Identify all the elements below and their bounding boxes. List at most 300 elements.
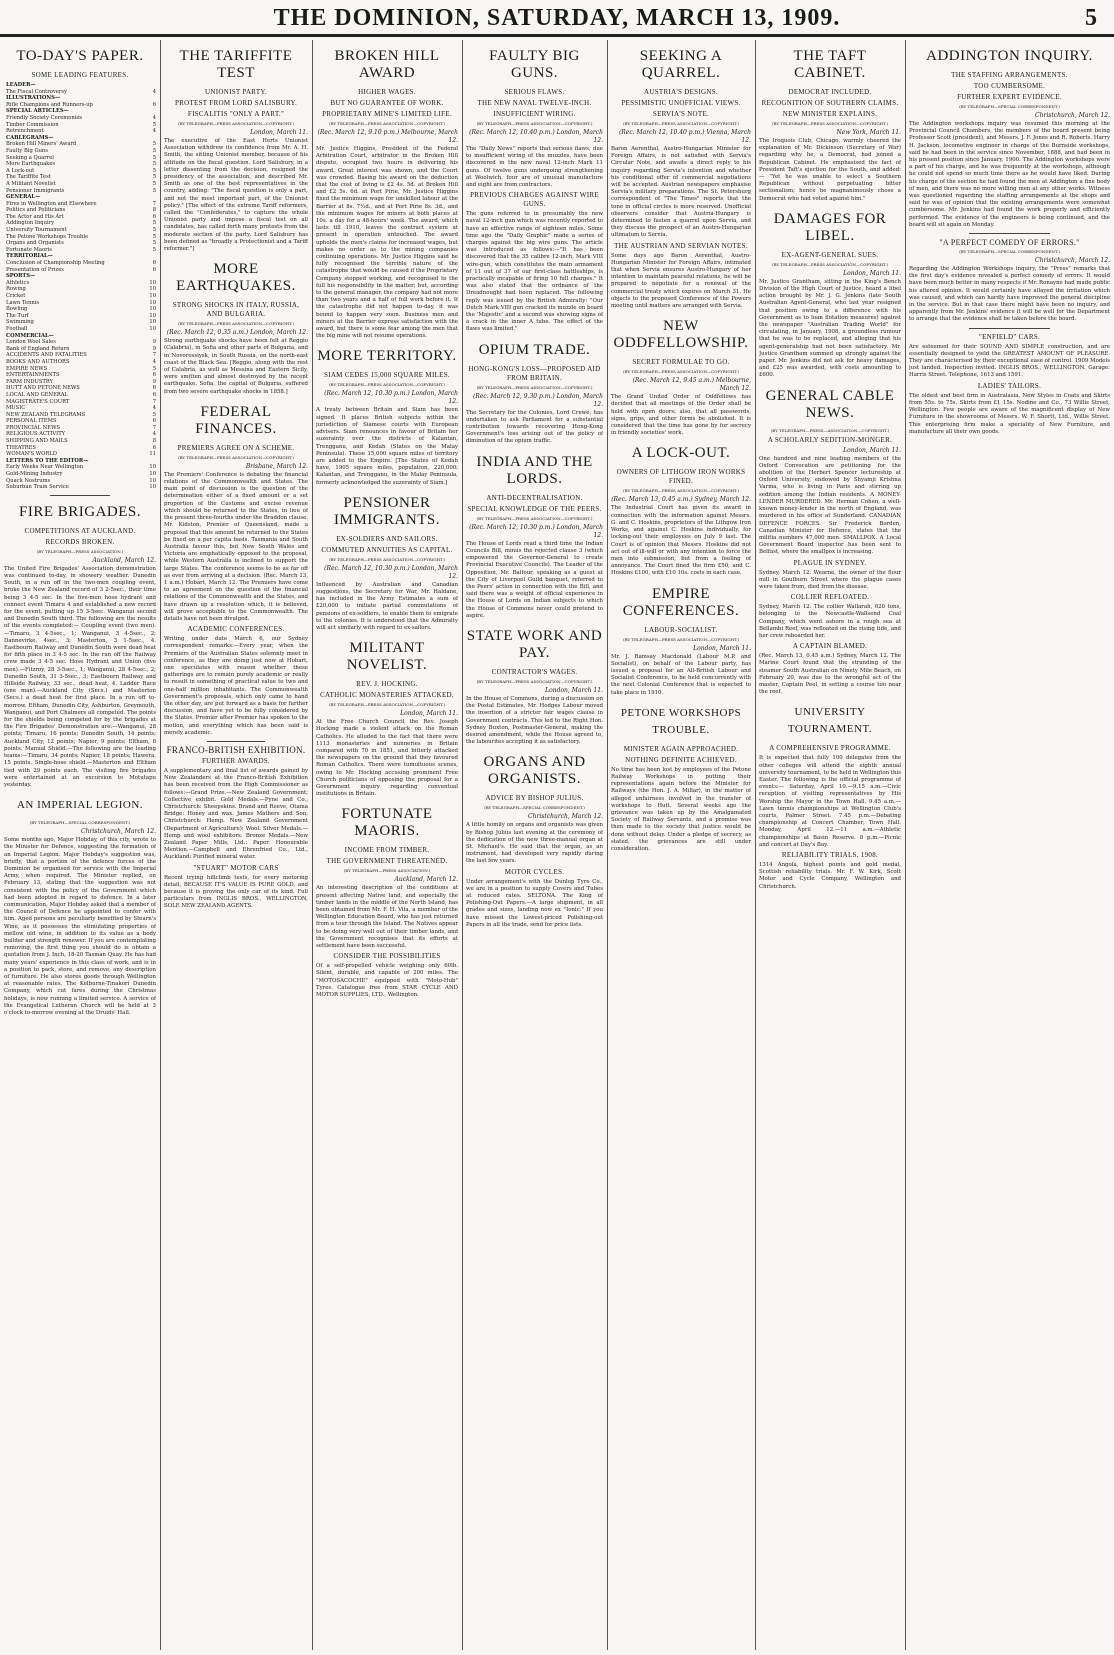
contents-page: 10 <box>149 484 156 491</box>
contents-label: Early Weeks Near Wellington <box>6 464 84 471</box>
contents-label: Quack Nostrums <box>6 477 51 484</box>
territory-credit: (BY TELEGRAPH—PRESS ASSOCIATION—COPYRIGHT.) <box>329 382 445 388</box>
contents-label: LOCAL AND GENERAL <box>6 391 68 398</box>
contents-item <box>6 207 156 214</box>
cable-dateline: London, March 11. <box>843 446 901 454</box>
contents-page: 5 <box>152 233 156 240</box>
contents-page: 5 <box>152 174 156 181</box>
pensioner-credit: (BY TELEGRAPH—PRESS ASSOCIATION—COPYRIGHT.) <box>329 556 445 562</box>
captain-heading: A CAPTAIN BLAMED. <box>792 642 868 651</box>
contents-page: 10 <box>149 464 156 471</box>
collier-heading: COLLIER REFLOATED. <box>790 593 870 602</box>
organs-sub: ADVICE BY BISHOP JULIUS. <box>485 794 584 803</box>
contents-item <box>6 359 156 366</box>
contents-page: 6 <box>152 391 156 398</box>
contents-label: LEADER— <box>6 82 36 88</box>
contents-item <box>6 478 156 485</box>
contents-page: 6 <box>152 385 156 392</box>
contents-label: Lawn Tennis <box>6 299 40 306</box>
territory-dateline: (Rec. March 12, 10.30 p.m.) London, March 12. <box>324 390 458 406</box>
earthquakes-credit: (BY TELEGRAPH—PRESS ASSOCIATION—COPYRIGHT.) <box>178 321 294 327</box>
contents-page: 5 <box>152 187 156 194</box>
legion-body: Some months ago, Major Hobday, of this city, wrote to the Minister for Defence, suggesting the formation of an Imperial Legion. Major Hobday's suggestion was, briefly, that a portion of the defence forces of the Dominion be organised for service with the Imperial Army, when required. The Minister replied, on February 13, stating that the suggestion was not consistent with the policy of the Government which had been adopted in regard to defence. In a later communication, Major Hobday asked that a member of the Council of Defence be appointed to confer with him. Aged persons are peculiarly benefited by Stearn's Wine, as it possesses the stimulating properties of mellow old wine, in addition to its value as a body builder and strength renewer. If you are contemplating removing, the first thing you should do is obtain a quotation from J. Inch, 18-20 Tasman Quay. He has had many years' experience in this class of work, and is in a position to pack, store, and remove, any description of furniture. He also stores goods through Wellington at reasonable rates. The Kelburne-Tinakori Dunedin Company, which cut fares during the Christmas holidays, is now running a limited service. A service of the Evangelical Lutheran Church will be held at 3 o'clock to-morrow evening at the Druids' Hall. <box>4 837 156 1016</box>
contents-page <box>148 82 156 89</box>
contents-label: BOOKS AND AUTHORS <box>6 358 70 365</box>
petone-body: No time has been lost by employees of the Petone Railway Workshops in putting their representations again before the Minister for Railways (the Hon. J. A. Millar), in the matter of alleged unfairness involved in the transfer of workshops to Hutt. Several weeks ago the grievance was taken up by the Amalgamated Society of Railway Servants, and a promise was then made to the society that justice would be done without delay. Under a pledge of secrecy, as stated, the grievances are still under consideration. <box>611 766 751 852</box>
addington-sub2: TOO CUMBERSOME. <box>973 82 1046 90</box>
contents-page: 6 <box>152 213 156 220</box>
contents-page <box>148 253 156 260</box>
comedy-credit: (BY TELEGRAPH—SPECIAL CORRESPONDENT.) <box>959 249 1060 255</box>
pensioner-sub: EX-SOLDIERS AND SAILORS. <box>336 534 438 543</box>
contents-item <box>6 188 156 195</box>
contents-label: FARM INDUSTRY <box>6 378 54 385</box>
contents-page: 10 <box>149 299 156 306</box>
contents-page: 5 <box>152 154 156 161</box>
tariffite-sub3: FISCALITIS "ONLY A PART." <box>187 110 285 118</box>
novelist-sub2: CATHOLIC MONASTERIES ATTACKED. <box>320 691 454 700</box>
taft-dateline: New York, March 11. <box>836 129 901 136</box>
opium-body: The Secretary for the Colonies, Lord Crewe, has undertaken to ask Parliament for a substantial contribution towards recovering Hong-Kong Government's loss arising out of the policy of diminution of the opium traffic. <box>466 409 603 445</box>
page-number: 5 <box>1085 5 1098 31</box>
contents-item <box>6 89 156 96</box>
academic-heading: ACADEMIC CONFERENCES. <box>187 625 285 634</box>
contents-label: The Actor and His Art <box>6 213 64 220</box>
contents-page: 4 <box>152 128 156 135</box>
contents-page: 5 <box>152 411 156 418</box>
lockout-heading: A LOCK-OUT. <box>631 445 731 462</box>
ladies-tailors-heading: LADIES' TAILORS. <box>977 381 1042 390</box>
contents-label: The Fiscal Controversy <box>6 88 67 95</box>
quarrel-sub2: PESSIMISTIC UNOFFICIAL VIEWS. <box>621 99 741 107</box>
academic-body: Writing under date March 6, our Sydney correspondent remarks:—Every year, when the Premiers of the Australian States solemnly meet in conference, as they are doing just now at Hobart, one speculates with reason whether these gatherings are to remain purely academic or really to result in something of practical value to two and one-half million inhabitants. The Commonwealth Government's proposals, which only came to hand the other day, are put forward as a basis for further discussion, and have yet to be fully considered by the States. Premier after Premier has spoken to the motion, and everything which has been said is merely academic. <box>164 636 308 736</box>
contents-label: Timber Commission <box>6 121 59 128</box>
novelist-body: At the Free Church Council the Rev. Joseph Hocking made a violent attack on the Roman Catholics. He alluded to the fact that there were 1113 monasteries and nunneries in Britain compared with 70 in 1851, and bitterly attacked the newspapers on the ground that they favoured Roman Catholics. There were tumultuous scenes, owing to Mr. Hocking accusing prominent Free Church politicians of opposing the proposal for a Government inquiry regarding conventual institutions in Britain. <box>316 719 458 798</box>
cable-body: One hundred and nine leading members of the Oxford Convocation are petitioning for the abolition of the Herbert Spencer lectureship at Oxford University, endowed by Shyamji Krishna Varma, who is living in Paris and stirring up sedition among the Indian residents. A MONEY-LENDER MURDERED. Mr. Herman Cohen, a well-known money-lender in the north of England, was murdered in his office at Sunderland. CANADIAN DEFENCE FORCES. Sir Frederick Borden, Canadian Minister for Defence, states that the militia numbers 47,000 men. SMALLPOX. A Local Government Board inspector has been sent to Belfast, where the smallpox is increasing. <box>759 455 901 556</box>
contents-label: THEATRES <box>6 444 36 451</box>
contents-item <box>6 445 156 452</box>
federal-credit: (BY TELEGRAPH—PRESS ASSOCIATION—COPYRIGHT.) <box>178 454 294 460</box>
pensioner-sub2: COMMUTED ANNUITIES AS CAPITAL. <box>321 545 453 554</box>
india-dateline: (Rec. March 12, 10.30 p.m.) London, March 12. <box>469 523 603 539</box>
stuart-heading: "STUART" MOTOR CARS <box>193 863 279 872</box>
contents-label: The Petone Workshops Trouble <box>6 233 89 240</box>
federal-heading: FEDERAL FINANCES. <box>195 403 277 437</box>
tariffite-dateline: London, March 11. <box>250 129 308 136</box>
contents-label: The Tariffite Test <box>6 174 51 181</box>
contents-item <box>6 201 156 208</box>
reliability-body: 1314 Angola, highest points and gold medal, Scottish reliability trials. Mr. F. W. Kirk, Scott Motor and Cycle Company, Wellington and Christchurch. <box>759 862 901 890</box>
contents-item <box>6 313 156 320</box>
contents-page: 10 <box>149 477 156 484</box>
contents-page <box>148 333 156 340</box>
contents-page <box>148 108 156 115</box>
contents-label: London Wool Sales <box>6 339 56 346</box>
imperial-legion-heading: AN IMPERIAL LEGION. <box>16 799 144 812</box>
novelist-dateline: London, March 11. <box>400 710 458 718</box>
contents-item <box>6 214 156 221</box>
captain-body: (Rec. March 13, 0.45 a.m.) Sydney, March 12. The Marine Court found that the stranding of the steamer South Australian on Ninety Mile Beach, on February 20, was due to the wrongful act of the master, Captain Peel, in setting a course too near the reef. <box>759 653 901 696</box>
oddfellowship-credit: (BY TELEGRAPH—PRESS ASSOCIATION—COPYRIGHT.) <box>623 369 739 375</box>
contents-item <box>6 464 156 471</box>
contents-label: ILLUSTRATIONS— <box>6 95 61 102</box>
contents-item <box>6 484 156 491</box>
quarrel-credit: (BY TELEGRAPH—PRESS ASSOCIATION—COPYRIGHT.) <box>623 121 739 126</box>
contents-item <box>6 471 156 478</box>
big-guns-sub: SERIOUS FLAWS. <box>504 88 565 96</box>
contents-page <box>148 135 156 142</box>
enfield-body: Are esteemed for their SOUND AND SIMPLE construction, and are essentially designed to yield the GREATEST AMOUNT OF PLEASURE. They are characterised by their exceptional ease of control. 1909 Models just landed. Inspection invited. INGLIS BROS., WELLINGTON. Garage: Harris Street. Telephone, 1613 and 1591. <box>909 343 1110 379</box>
libel-body: Mr. Justice Grantham, sitting in the King's Bench Division of the High Court of Justice, heard a libel action brought by Mr. J. G. Jenkins (late South Australian Agent-General, who last year resigned that position owing to a difference with his Government as to loan flotation measures) against the newspaper "Australian Trading World" for circulating, in January, 1908, a groundless rumour that he was to be replaced, and alleging that his agent-generalship had not been satisfactory. Mr. Justice Grantham summed up strongly against the paper. Mr. Jenkins did not ask for heavy damages, and £25 was awarded, with costs amounting to £600. <box>759 278 901 379</box>
university-heading: UNIVERSITY TOURNAMENT. <box>787 706 873 736</box>
contents-page: 11 <box>149 451 156 458</box>
lockout-sub: OWNERS OF LITHGOW IRON WORKS FINED. <box>616 468 746 486</box>
contents-item <box>6 260 156 267</box>
organs-dateline: Christchurch, March 12. <box>528 813 603 821</box>
contents-item <box>6 155 156 162</box>
taft-sub2: RECOGNITION OF SOUTHERN CLAIMS. <box>761 99 899 107</box>
contents-item <box>6 135 156 142</box>
libel-credit: (BY TELEGRAPH—PRESS ASSOCIATION—COPYRIGHT.) <box>772 261 888 267</box>
earthquakes-sub: STRONG SHOCKS IN ITALY, RUSSIA, AND BULGARIA. <box>172 301 300 319</box>
contents-page: 4 <box>152 88 156 95</box>
fire-dateline: Auckland, March 12. <box>92 556 156 564</box>
contents-page: 4 <box>152 358 156 365</box>
india-sub: ANTI-DECENTRALISATION. <box>486 493 583 502</box>
contents-page <box>148 273 156 280</box>
india-body: The House of Lords read a third time the Indian Councils Bill, minus the rejected clause 3 (which empowered the Governor-General to create Provincial Executive Councils). The Leader of the Opposition, Mr. Balfour, speaking as a guest at the City of Liverpool Guild banquet, referred to the Peers' action in connection with the Bill, and said there was a weight of official experience in the House of Lords on Indian subjects to which the House of Commons never could pretend to aspire. <box>466 540 603 619</box>
contents-label: NEW ZEALAND TELEGRAMS <box>6 411 86 418</box>
contents-label: Seeking a Quarrel <box>6 154 54 161</box>
contents-item <box>6 339 156 346</box>
contents-page <box>148 194 156 201</box>
contents-label: SPECIAL ARTICLES— <box>6 108 69 115</box>
contents-page: 10 <box>149 312 156 319</box>
stuart-body: Recent trying hillclimb tests, for every motoring detail, BECAUSE IT'S VALUE IS PURE GOLD, and because it is proving the only car of its kind. Full particulars from INGLIS BROS., WELLINGTON, SOLE NEW ZEALAND AGENTS. <box>164 874 308 910</box>
contents-page: 9 <box>152 378 156 385</box>
contents-item <box>6 366 156 373</box>
contents-item <box>6 141 156 148</box>
oddfellowship-sub: SECRET FORMULAE TO GO. <box>632 358 730 367</box>
contents-label: Suburban Train Service <box>6 484 69 491</box>
contents-label: Organs and Organists <box>6 240 64 247</box>
column-7 <box>909 40 1110 1650</box>
opium-credit: (BY TELEGRAPH—PRESS ASSOCIATION—COPYRIGHT.) <box>476 384 593 390</box>
libel-dateline: London, March 11. <box>843 269 901 277</box>
franco-body: A supplementary and final list of awards gained by New Zealanders at the Franco-British Exhibition has been received from the High Commissioner as follows:—Grand Prize.—New Zealand Government; Collective exhibit. Gold Medals.—Pyne and Co., Christchurch: Sheepskins. Brand and Reeve, Otama Bridge: Honey and wax. James Mathers and Son, Christchurch: Hemp. New Zealand Government (Department of Agriculture): Wool. Silver Medals.—Hemp and wool exhibitors. Bronze Medals.—New Zealand Paper Mills, Ltd.: Paper. Honourable Mention.—Campbell and Ehrenfried Co., Ltd., Auckland: Purified mineral water. <box>164 767 308 861</box>
contents-page: 9 <box>152 345 156 352</box>
contents-item <box>6 286 156 293</box>
novelist-sub: REV. J. HOCKING. <box>356 680 418 689</box>
divider <box>969 233 1049 234</box>
cable-heading: GENERAL CABLE NEWS. <box>765 387 895 421</box>
contents-item <box>6 319 156 326</box>
contents-label: Rifle Champions and Runners-up <box>6 101 93 108</box>
contents-item <box>6 128 156 135</box>
contents-page: 8 <box>152 207 156 214</box>
federal-dateline: Brisbane, March 12. <box>245 462 308 470</box>
reliability-heading: RELIABILITY TRIALS, 1908. <box>781 851 879 859</box>
leading-features-subheading: SOME LEADING FEATURES. <box>31 71 129 79</box>
state-work-dateline: London, March 11. <box>545 686 603 694</box>
contents-list <box>4 82 156 491</box>
oddfellowship-dateline: (Rec. March 12, 9.45 a.m.) Melbourne, March 12. <box>632 377 751 393</box>
contents-page: 7 <box>152 424 156 431</box>
contents-page: 5 <box>152 161 156 168</box>
column-rule <box>160 40 161 1650</box>
taft-sub: DEMOCRAT INCLUDED. <box>788 88 872 96</box>
contents-item <box>6 385 156 392</box>
previous-charges-body: The guns referred to in presumably the new naval 12-inch gun which was recently reported to have an effective range of eighteen miles. Some time ago the "Daily Graphic" made a series of charges against the big wire guns. The article was introduced as follows:—"It has been discovered that the 35 calibre 12-inch, Mark VIII wire-gun, which constitutes the main armament of 11 out of 37 of our first-class battleships, is practically incapable of firing 10 full charges." It was also stated that the ordnance of the Dreadnought had been replaced. The following reply was issued by the British Admiralty: "Our Dutch Mark VIII gun cracked its muzzle on board the 'Majestic' and a second was showing signs of a crack in the inner A tube. The effect of the flaws was limited." <box>466 211 603 333</box>
column-1 <box>4 40 156 1650</box>
comedy-dateline: Christchurch, March 12. <box>1035 257 1110 265</box>
contents-page: 5 <box>152 180 156 187</box>
organs-credit: (BY TELEGRAPH—SPECIAL CORRESPONDENT.) <box>484 805 585 811</box>
contents-page: 6 <box>152 444 156 451</box>
novelist-heading: MILITANT NOVELIST. <box>346 640 428 674</box>
column-rule <box>462 40 463 1650</box>
contents-page: 5 <box>152 147 156 154</box>
divider <box>207 741 265 742</box>
big-guns-heading: FAULTY BIG GUNS. <box>489 48 580 81</box>
contents-item <box>6 418 156 425</box>
consider-body: Of a self-propelled vehicle weighing only 60lb. Silent, durable, and capable of 200 miles. The "MOTOSACOCHE" equipped with "Moto-Hub" Tyres. Catalogue free from STAR CYCLE AND MOTOR SUPPLIES, LTD., Wellington. <box>316 963 458 999</box>
contents-item <box>6 82 156 89</box>
contents-page: 10 <box>149 325 156 332</box>
contents-label: HUTT AND PETONE NEWS <box>6 385 80 392</box>
contents-item <box>6 240 156 247</box>
contents-item <box>6 333 156 340</box>
contents-page: 5 <box>152 141 156 148</box>
pensioner-body: Influenced by Australian and Canadian suggestions, the Secretary for War, Mr. Haldane, has included in the Army Estimates a sum of £20,000 to initiate partial commutations of pensions of ex-soldiers, to enable them to emigrate to the colonies. It is understood that the Admiralty will act similarly with regard to ex-sailors. <box>316 581 458 631</box>
earthquakes-body: Strong earthquake shocks have been felt at Reggio (Calabria), in Sofia and other parts of Bulgaria, and in Novorossiysk, in South Russia, on the north-east coast of the Black Sea. [Reggio, along with the rest of Calabria, as well as Messina and Eastern Sicily, were smitten and almost destroyed by the recent earthquake. Sofia, the capital of Bulgaria, suffered from two severe earthquake shocks in 1858.] <box>164 338 308 395</box>
tariffite-body: The executive of the East Herts Unionist Association withdrew its confidence from Mr. A. H. Smith, the sitting Unionist member, because of his attitude on the fiscal question. Lord Salisbury, in a letter dissenting from the decision, resigned the presidency of the association, and described Mr. Smith as one of the best representatives in the country, adding: "The fiscal question is only a part, and not the most important part, of the Unionist policy." [The effect of the extreme Tariff reformers, called the "Confederates," to capture the whole Unionist party and impose a fiscal test on all candidates, has called forth many protests from the moderate section of the party. Lord Salisbury has been defined as "broadly a Protectionist and a Tariff reformer."] <box>164 138 308 253</box>
libel-heading: DAMAGES FOR LIBEL. <box>773 210 887 244</box>
opium-sub: HONG-KONG'S LOSS—PROPOSED AID FROM BRITAIN. <box>468 364 601 382</box>
pensioner-dateline: (Rec. March 12, 10.30 p.m.) London, March 12. <box>324 564 458 580</box>
contents-item <box>6 300 156 307</box>
tariffite-heading: THE TARIFFITE TEST <box>179 48 293 81</box>
cable-credit: (BY TELEGRAPH—PRESS—ASSOCIATION—COPYRIGHT.) <box>770 427 890 433</box>
empire-sub: LABOUR-SOCIALIST. <box>644 625 718 634</box>
contents-page: 10 <box>149 279 156 286</box>
contents-label: COMMERCIAL— <box>6 332 54 339</box>
novelist-credit: (BY TELEGRAPH—PRESS ASSOCIATION—COPYRIGHT.) <box>329 702 445 708</box>
todays-paper-heading: TO-DAY'S PAPER. <box>16 48 144 64</box>
masthead-rule <box>0 34 1114 37</box>
libel-sub: EX-AGENT-GENERAL SUES. <box>781 250 879 259</box>
contents-item <box>6 115 156 122</box>
contents-item <box>6 405 156 412</box>
contents-label: Bowling <box>6 306 28 313</box>
addington-dateline: Christchurch, March 12. <box>1035 112 1110 119</box>
divider <box>50 495 111 496</box>
contents-page: 9 <box>152 339 156 346</box>
column-4 <box>466 40 603 1650</box>
contents-label: Athletics <box>6 279 30 286</box>
contents-page <box>148 458 156 465</box>
contents-page: 6 <box>152 418 156 425</box>
contents-page: 10 <box>149 286 156 293</box>
contents-item <box>6 431 156 438</box>
franco-heading: FRANCO-BRITISH EXHIBITION. <box>166 744 306 755</box>
big-guns-sub2: THE NEW NAVAL TWELVE-INCH. <box>477 99 592 107</box>
lockout-credit: (BY TELEGRAPH—PRESS ASSOCIATION—COPYRIGHT.) <box>623 488 739 494</box>
column-6 <box>759 40 901 1650</box>
india-credit: (BY TELEGRAPH—PRESS ASSOCIATION—COPYRIGHT.) <box>476 515 593 521</box>
contents-label: Conclusion of Championship Meeting <box>6 260 105 267</box>
masthead-title: THE DOMINION, SATURDAY, MARCH 13, 1909. <box>273 5 841 31</box>
contents-label: MAGISTRATE'S COURT <box>6 398 70 405</box>
contents-item <box>6 247 156 254</box>
quarrel-sub3: SERVIA'S NOTE. <box>652 110 710 118</box>
comedy-body: Regarding the Addington Workshops inquiry, the "Press" remarks that the first day's evidence revealed a perfect comedy of errors. It would have been much better in many respects if Mr. Ronayne had made public his altered opinion. It would certainly have allayed the irritation which was caused, and which can hardly have improved the general discipline in the service. But in that case there might have been no inquiry, and apparently from Mr. Jenkins' evidence it will be well for the Department to arrange that the evidence shall be taken before the board. <box>909 266 1110 323</box>
contents-label: University Tournament <box>6 227 67 234</box>
maoris-dateline: Auckland, March 12. <box>394 876 458 884</box>
contents-page: 7 <box>152 200 156 207</box>
contents-item <box>6 102 156 109</box>
maoris-credit: (BY TELEGRAPH—PRESS ASSOCIATION.) <box>343 868 431 874</box>
quarrel-body: Baron Aerenthal, Austro-Hungarian Minister for Foreign Affairs, is not satisfied with Servia's Circular Note, and awaits a direct reply to his inquiry regarding Servia's intention and whether his conditional offer of commercial negotiations will be accepted. Austrian newspapers emphasise Servia's military preparations. The St. Petersburg correspondent of "The Times" reports that the tone in official circles is more reserved. Unofficial observers consider that Austria-Hungary is determined to fasten a quarrel upon Servia, and they discuss the prospect of an Austro-Hungarian ultimatum to Servia. <box>611 146 751 239</box>
contents-page: 10 <box>149 293 156 299</box>
fire-credit: (BY TELEGRAPH—PRESS ASSOCIATION.) <box>36 548 124 554</box>
column-3 <box>316 40 458 1650</box>
contents-item <box>6 412 156 419</box>
fire-subheading-2: RECORDS BROKEN. <box>45 537 115 546</box>
contents-label: A Lock-out <box>6 167 35 174</box>
contents-item <box>6 392 156 399</box>
contents-label: MUSIC <box>6 405 26 412</box>
contents-item <box>6 148 156 155</box>
motor-cycles-heading: MOTOR CYCLES. <box>504 867 565 876</box>
contents-item <box>6 168 156 175</box>
contents-label: Gold-Mining Industry <box>6 471 63 478</box>
contents-item <box>6 267 156 274</box>
column-rule <box>312 40 313 1650</box>
broken-hill-credit: (BY TELEGRAPH—PRESS ASSOCIATION—COPYRIGHT.) <box>329 121 445 126</box>
previous-charges-heading: PREVIOUS CHARGES AGAINST WIRE GUNS. <box>470 191 599 209</box>
opium-heading: OPIUM TRADE. <box>478 341 591 358</box>
contents-item <box>6 346 156 353</box>
contents-page <box>148 95 156 102</box>
contents-page: 5 <box>152 167 156 174</box>
motor-cycles-body: Under arrangement's with the Dunlop Tyre Co., we are in a position to supply Covers and Tubes at reduced rates. SELTONA. The King of Polishing-Out Papers.—A large shipment, in all grades and sizes, landing now ex "Ionic." If you have missed the Lowest-priced Polishing-out Papers in all the trade, send for price lists. <box>466 878 603 928</box>
taft-heading: THE TAFT CABINET. <box>793 48 867 81</box>
broken-hill-heading: BROKEN HILL AWARD <box>334 48 440 81</box>
state-work-credit: (BY TELEGRAPH—PRESS ASSOCIATION—COPYRIGHT.) <box>476 678 593 684</box>
contents-item <box>6 438 156 445</box>
university-sub: A COMPREHENSIVE PROGRAMME. <box>769 744 891 753</box>
state-work-sub: CONTRACTOR'S WAGES. <box>491 667 578 676</box>
notes-heading: THE AUSTRIAN AND SERVIAN NOTES. <box>614 241 748 250</box>
contents-label: The Turf <box>6 312 29 319</box>
maoris-sub: INCOME FROM TIMBER. <box>344 846 430 855</box>
contents-page: 6 <box>152 266 156 273</box>
contents-page: 5 <box>152 246 156 253</box>
contents-item <box>6 122 156 129</box>
broken-hill-sub3: PROPRIETARY MINE'S LIMITED LIFE. <box>322 110 452 118</box>
contents-item <box>6 458 156 465</box>
contents-label: Addington Inquiry <box>6 220 55 227</box>
big-guns-sub3: INSUFFICIENT WIRING. <box>493 110 576 118</box>
contents-page: 6 <box>152 101 156 108</box>
contents-label: LETTERS TO THE EDITOR— <box>6 457 89 464</box>
addington-sub3: FURTHER EXPERT EVIDENCE. <box>957 93 1062 101</box>
contents-item <box>6 280 156 287</box>
contents-label: EMPIRE NEWS <box>6 365 48 372</box>
contents-label: Swimming <box>6 319 34 326</box>
contents-label: RELIGIOUS ACTIVITY <box>6 431 66 438</box>
quarrel-sub: AUSTRIA'S DESIGNS. <box>644 88 718 96</box>
contents-label: Broken Hill Miners' Award <box>6 141 77 148</box>
india-heading: INDIA AND THE LORDS. <box>476 453 593 487</box>
contents-item <box>6 293 156 300</box>
contents-page: 6 <box>152 372 156 379</box>
column-rule <box>755 40 756 1650</box>
petone-sub2: NOTHING DEFINITE ACHIEVED. <box>625 755 737 764</box>
contents-page: 5 <box>152 121 156 128</box>
collier-body: Sydney, March 12. The collier Wallarah, 620 tons, belonging to the Newcastle-Wallsend Coal Company, which went ashore in a rough sea at Bellambi Reef, was refloated on the rising tide, and her crew reboarded her. <box>759 604 901 639</box>
contents-label: Friendly Society Ceremonies <box>6 114 83 121</box>
contents-label: Fortunate Maoris <box>6 246 52 253</box>
contents-label: TERRITORIAL— <box>6 253 53 260</box>
contents-page: 8 <box>152 438 156 445</box>
petone-sub: MINISTER AGAIN APPROACHED. <box>623 744 739 753</box>
contents-item <box>6 174 156 181</box>
contents-item <box>6 227 156 234</box>
addington-body: The Addington workshops inquiry was resumed this morning at the Provincial Council Chambers, the members of the board present being Professor Scott (president), and Messrs. J. F. Jones and R. Roberts. Harry H. Jackson, locomotive engineer in charge of the Burnside workshops, said he had been in the service since November, 1888, and had been in his present position since January, 1900. The Addington workshops were a part of his charge, and he was frequently at the workshops, although he could not spend so much time there as he would have liked. During his charge of the section he had found the men at Addington a fine body of men, and there was no more willing men at any other works. Witness was questioned regarding the staffing arrangements at the shops and said he was of opinion that the existing arrangements were somewhat cumbersome. Mr. Jenkins had found the work properly and efficiently performed. The evidence of the engineers is being continued, and the board will sit again on Monday. <box>909 121 1110 228</box>
federal-body: The Premiers' Conference is debating the financial relations of the Commonwealth and States. The main point of discussion is the question of the determination either of a fixed amount or a set proportion of the Customs and excise revenue which should be returned to the States, in lieu of the present three-fourths under the Braddon clause. Mr. Kidston, Premier of Queensland, made a proposal that this amount be returned to the States be fixed on a per capita basis. Tasmania and South Australia favour this, but New South Wales and Victoria are emphatically opposed to the proposal, while Western Australia is inclined to support the large States. The conference seems to be as far off as ever from arriving at a decision. (Rec. March 13, 1 a.m.) Hobart, March 12. The Premiers have come to an agreement on the question of the financial relations of the Commonwealth and the States, and have drawn up a resolution which, it is believed, will prove acceptable to the Commonwealth. The details have not been divulged. <box>164 471 308 622</box>
contents-item <box>6 220 156 227</box>
empire-heading: EMPIRE CONFERENCES. <box>622 585 740 619</box>
quarrel-dateline: (Rec. March 12, 10.40 p.m.) Vienna, March 12. <box>618 129 751 144</box>
contents-label: SPORTS— <box>6 273 36 280</box>
contents-item <box>6 234 156 241</box>
tariffite-sub: UNIONIST PARTY. <box>205 88 267 96</box>
organs-heading: ORGANS AND ORGANISTS. <box>483 754 586 788</box>
tariffite-sub2: PROTEST FROM LORD SALISBURY. <box>174 99 298 107</box>
state-work-body: In the House of Commons, during a discussion on the Postal Estimates, Mr. Hodges Labour moved the insertion of a stricter fair wages clause in Government contracts. This led to the Right Hon. Sydney Buxton, Postmaster-General, making the desired amendment, while the House agreed to, the labourites accepting it as satisfactory. <box>466 695 603 746</box>
contents-label: CABLEGRAMS— <box>6 134 54 141</box>
masthead <box>0 0 1114 36</box>
earthquakes-heading: MORE EARTHQUAKES. <box>176 261 296 295</box>
comedy-heading: "A PERFECT COMEDY OF ERRORS." <box>939 238 1080 248</box>
broken-hill-sub: HIGHER WAGES. <box>358 88 416 96</box>
contents-page: 5 <box>152 227 156 234</box>
addington-sub: THE STAFFING ARRANGEMENTS. <box>951 71 1068 79</box>
contents-page: 10 <box>149 471 156 478</box>
contents-label: PERSONAL ITEMS <box>6 418 57 425</box>
contents-item <box>6 425 156 432</box>
big-guns-credit: (BY TELEGRAPH—PRESS ASSOCIATION—COPYRIGHT.) <box>476 121 593 126</box>
contents-label: PROVINCIAL NEWS <box>6 424 60 431</box>
contents-item <box>6 372 156 379</box>
contents-page: 10 <box>149 319 156 326</box>
franco-sub: FURTHER AWARDS. <box>201 756 271 765</box>
lockout-dateline: (Rec. March 13, 0.45 a.m.) Sydney, March 12. <box>611 496 751 504</box>
contents-item <box>6 306 156 313</box>
contents-page: 6 <box>152 260 156 267</box>
contents-page: 7 <box>152 352 156 359</box>
oddfellowship-heading: NEW ODDFELLOWSHIP. <box>613 318 749 352</box>
earthquakes-dateline: (Rec. March 12, 0.35 a.m.) London, March 12. <box>166 329 308 337</box>
plague-heading: PLAGUE IN SYDNEY. <box>793 558 867 567</box>
contents-item <box>6 326 156 333</box>
lockout-body: The Industrial Court has given its award in connection with the information against Messrs. G. and C. Hoskins, proprietors of the Lithgow Iron Works, and against C. Hoskins individually, for locking-out their employees on July 9 last. The Court is of opinion that Messrs. Hoskins did not act out of ill-will or with any intention to force the men into submission, but from a feeling of annoyance. The Court fined the firm £50, and C. Hoskins £100, with £10 10s. costs in each case. <box>611 505 751 577</box>
contents-label: ENTERTAINMENTS <box>6 372 60 379</box>
contents-item <box>6 161 156 168</box>
fire-body: The United Fire Brigades' Association demonstration was continued to-day, in showery weather. Dunedin South, in a run off in the two-men coupling event, broke the New Zealand record of 3 2-5sec., their time being 3 4-5 sec. In the five-men hose hydrant and connect event Timaru 4 and established a new record for the event, putting up 15 3-5sec. Wanganui second and Dunedin South third. The following are the results of the events completed:— Coupling event (two men).—Timaru, 3 4-5sec., 1; Wanganui, 3 4-5sec., 2; Dannevirke, 4sec., 3; Masterton, 3 1-5sec., 4. Eastbourn Railway and Dunedin South were dead heat for fifth place in 3 4-5 sec. In the run off the Railway crew made 3 4-5 sec. Hose Hydrant and Union (five men).—Fitzroy, 28 3-5sec., 1; Wanganui, 28 4-5sec., 2; Dunedin South, 31 3-5sec., 3; Eastbourn Railway and Hillside Railway, 33 sec., dead heat, 4. Ladder Race (one man).—Auckland City (Secs.) and Masterton (Secs.) a dead heat for first place. In a run off to-morrow. Eltham, Dunedin City, Ashburton, Greymouth, Wanganui, and Port Chalmers all competed. The points for the shields being competed for by the brigades at the Fire Brigades' Demonstration are:—Wanganui, 28 points; Timaru, 16 points; Dunedin South, 14 points; Auckland City, 12 points; Napier, 9 points; Eltham, 8 points. Manual Shield.—The following are the leading teams:—Timaru, 34 points; Napier, 18 points; Hawera, 15 points. Single-hose shield.—Masterton and Eltham tied with 29 points each. The visiting fire brigades were entertained at an excursion to Motutapu yesterday. <box>4 565 156 788</box>
